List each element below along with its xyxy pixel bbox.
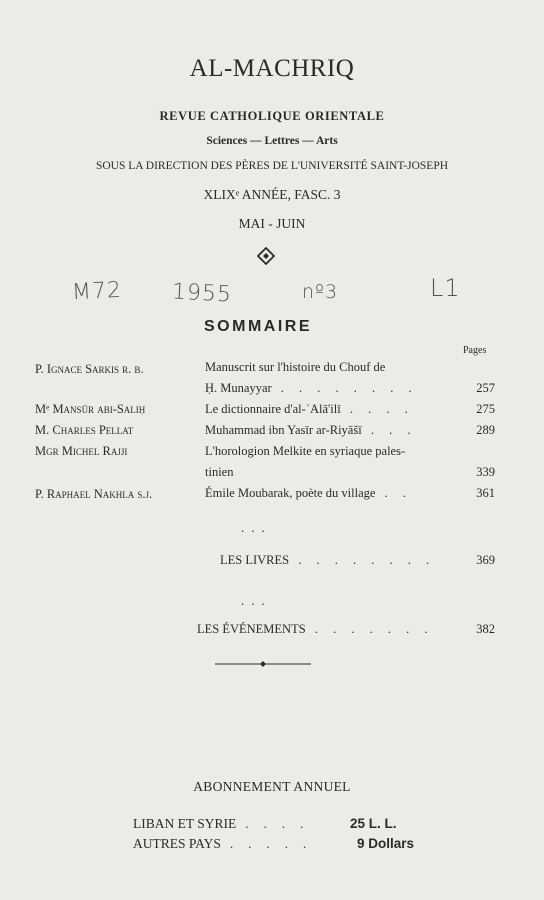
subscription-price: 9 Dollars [357,836,415,851]
toc-author: P. Ignace Sarkis r. b. [35,362,144,376]
pages-column-label: Pages [463,345,487,356]
toc-page-number: 275 [476,402,495,416]
issue-months: MAI - JUIN [238,216,306,231]
subscription-region: LIBAN ET SYRIE . . . . [133,816,310,831]
toc-section-books: LES LIVRES . . . . . . . . [220,553,436,567]
journal-title: AL-MACHRIQ [189,55,355,82]
handwritten-number: M72 [71,277,123,306]
journal-subtitle: REVUE CATHOLIQUE ORIENTALE [159,109,385,123]
section-separator: ... [241,520,272,535]
handwritten-year: 1955 [171,279,233,308]
toc-page-number: 339 [476,465,495,479]
subscription-heading: ABONNEMENT ANNUEL [193,779,351,794]
toc-article-title-cont: Ḥ. Munayyar . . . . . . . . [205,381,418,395]
disciplines-line: Sciences — Lettres — Arts [206,135,338,147]
toc-author: M. Charles Pellat [35,423,134,437]
subscription-price: 25 L. L. [350,816,397,831]
decorative-rule [215,658,311,670]
diamond-ornament-icon [257,247,275,265]
toc-author: Mᵉ Mansūr abi-Saliḥ [35,402,146,416]
toc-article-title: Émile Moubarak, poète du village . . [205,486,412,500]
toc-author: Mgr Michel Rajji [35,444,128,458]
toc-article-title-cont: tinien [205,465,234,479]
direction-line: SOUS LA DIRECTION DES PÈRES DE L'UNIVERSITÉ SAINT-JOSEPH [95,160,449,172]
toc-article-title: Muhammad ibn Yasīr ar-Riyāšī . . . [205,423,417,437]
year-issue: XLIXᵉ ANNÉE, FASC. 3 [203,187,341,202]
toc-section-events: LES ÉVÉNEMENTS . . . . . . . [197,622,434,636]
toc-page-number: 257 [476,381,495,395]
toc-page-number: 369 [476,553,495,567]
handwritten-issue: nº3 [302,281,339,303]
toc-author: P. Raphael Nakhla s.j. [35,487,153,501]
toc-page-number: 382 [476,622,495,636]
toc-page-number: 361 [476,486,495,500]
toc-article-title: Manuscrit sur l'histoire du Chouf de [205,360,386,374]
handwritten-mark: L1 [430,274,461,302]
subscription-region: AUTRES PAYS . . . . . [133,836,313,851]
toc-article-title: L'horologion Melkite en syriaque pales- [205,444,406,458]
toc-heading: SOMMAIRE [204,318,312,335]
section-separator: ... [241,593,272,608]
toc-page-number: 289 [476,423,495,437]
toc-article-title: Le dictionnaire d'al-ʿAlā'ilī . . . . [205,402,414,416]
